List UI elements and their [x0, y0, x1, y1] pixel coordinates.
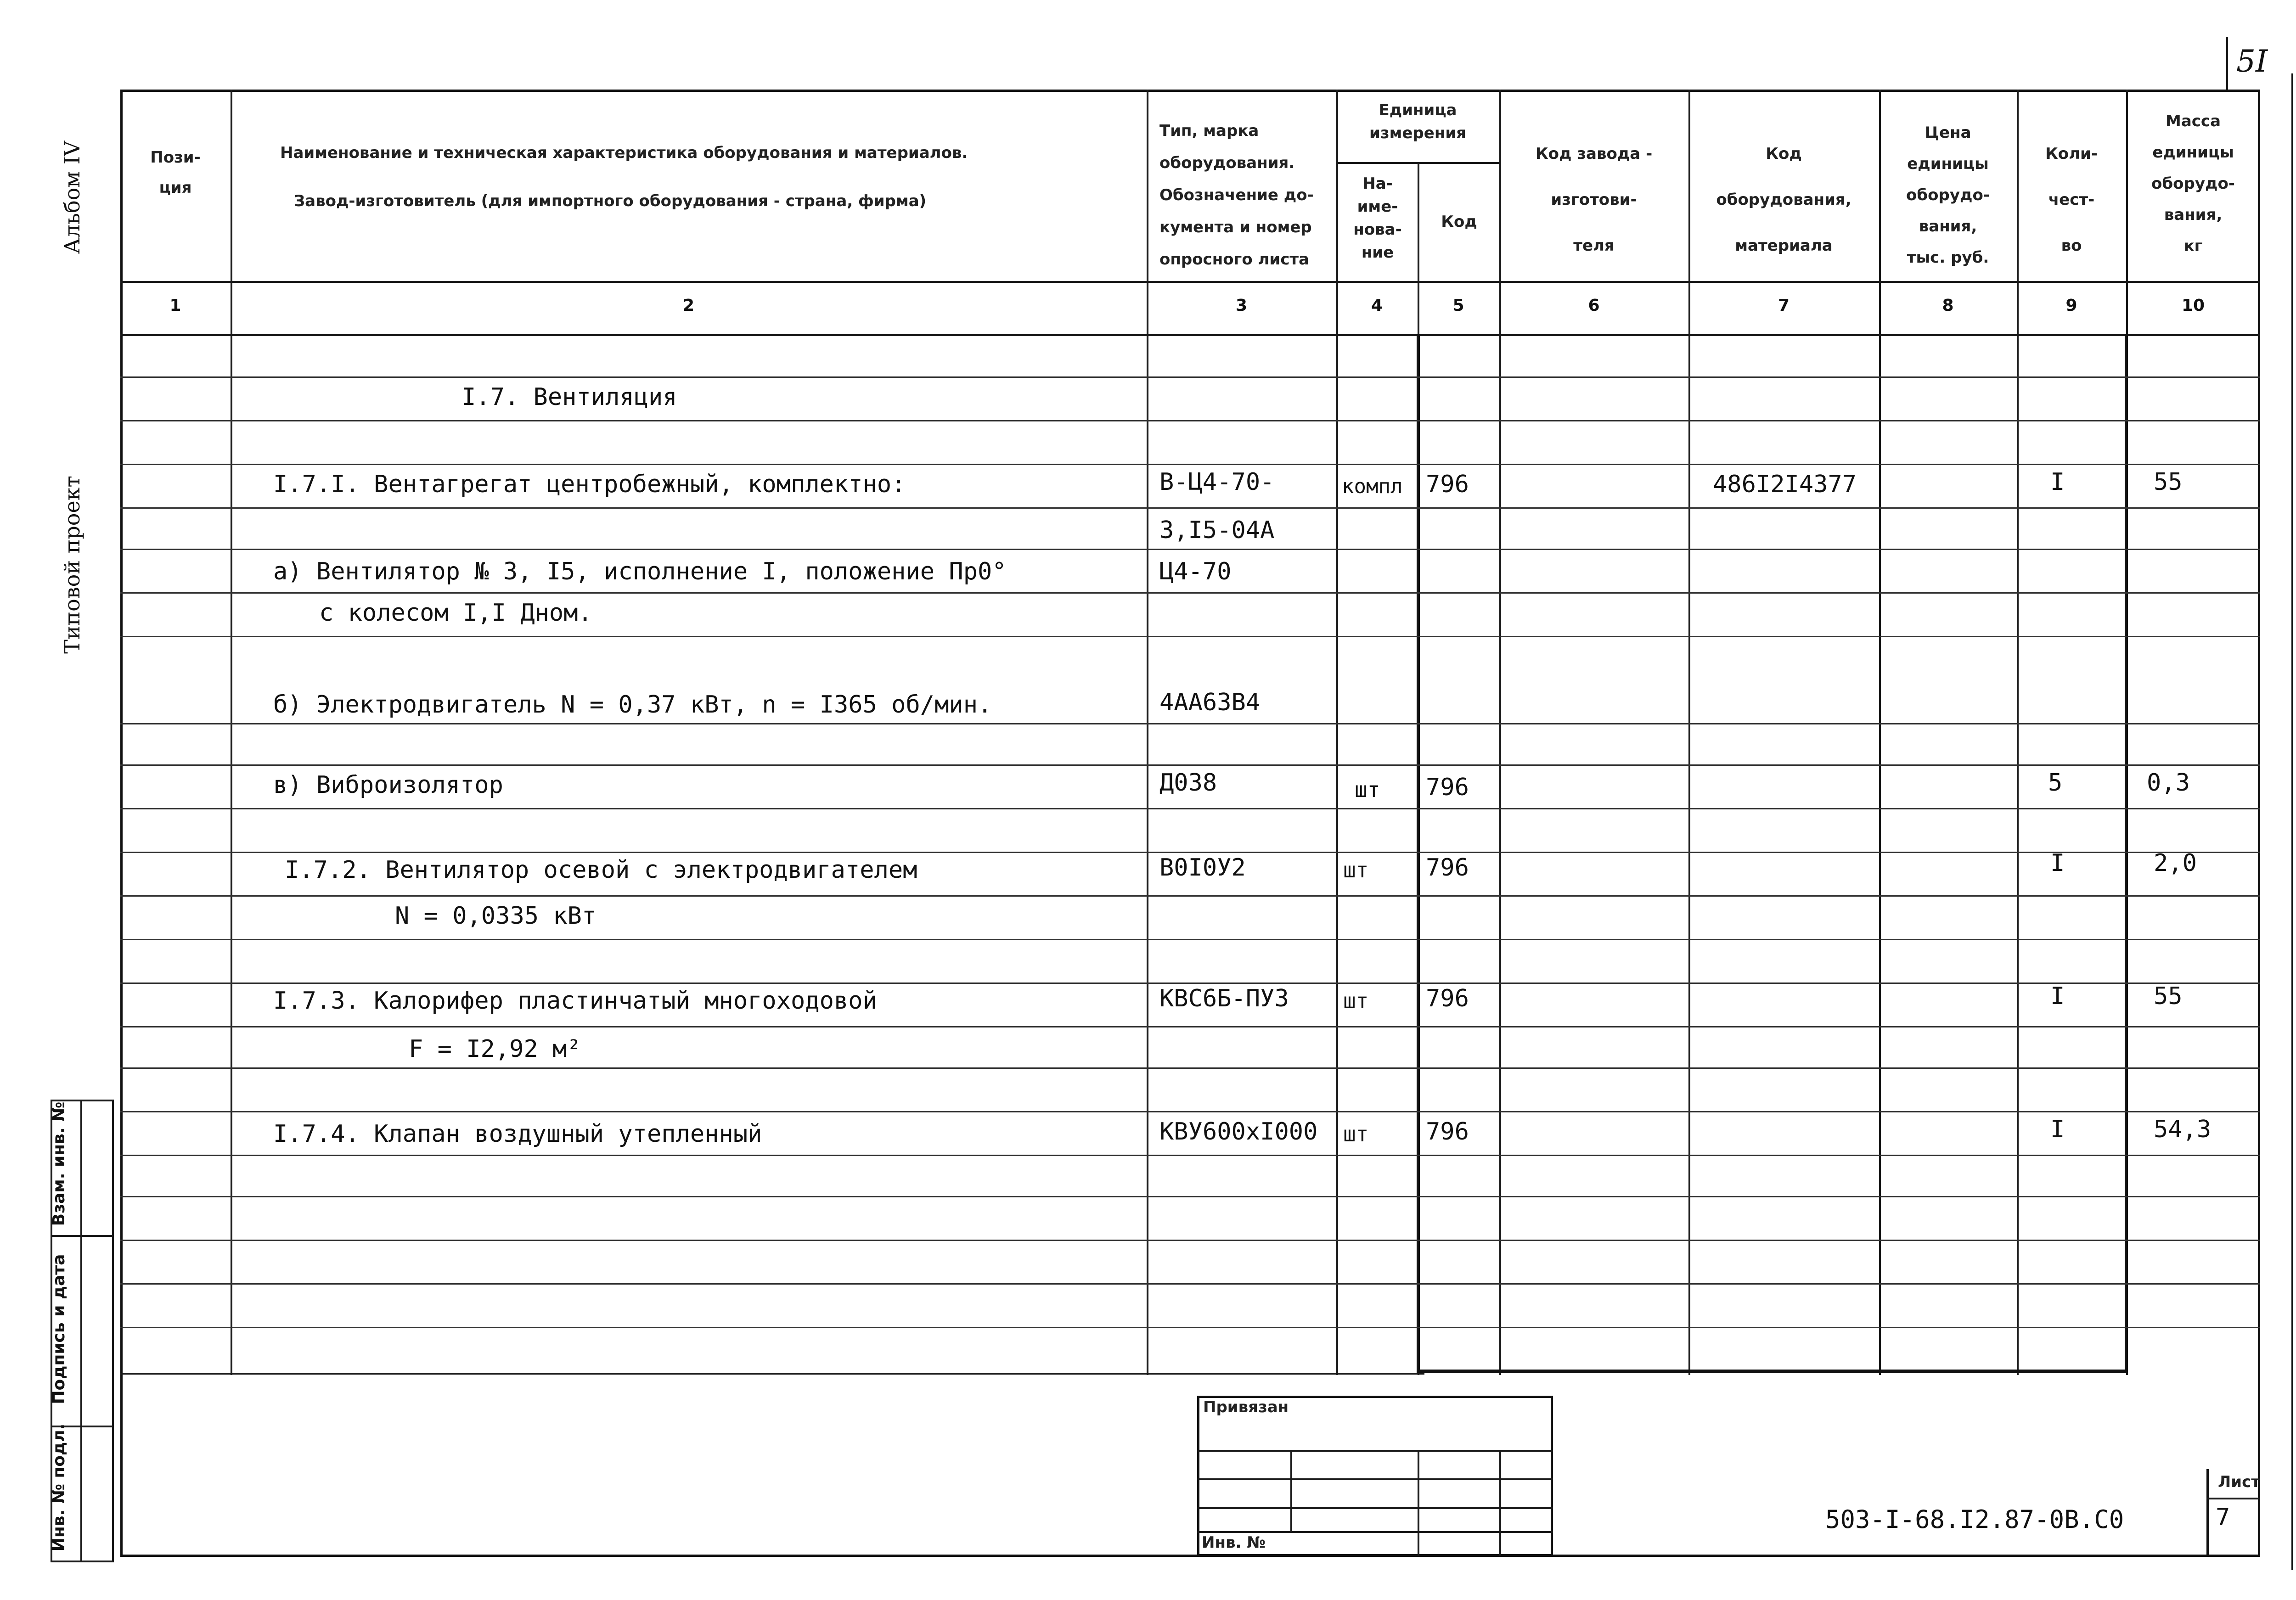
sheet-label: Лист — [2218, 1473, 2260, 1491]
stamp-signature-date: Подпись и дата — [50, 1254, 68, 1404]
row-line — [120, 507, 2260, 509]
row-unit: шт — [1343, 988, 1369, 1013]
colnum-5: 5 — [1452, 296, 1464, 315]
row-line — [120, 376, 2260, 378]
row-name: с колесом I,I Дном. — [319, 599, 592, 627]
row-line — [120, 723, 2260, 724]
left-stamp-divider — [80, 1100, 82, 1561]
colnum-1: 1 — [169, 296, 181, 315]
col-divider-7 — [1879, 90, 1881, 1375]
row-type: Ц4-70 — [1159, 558, 1232, 585]
colnum-7: 7 — [1778, 296, 1790, 315]
row-name: I.7.2. Вентилятор осевой с электродвигателем — [285, 856, 917, 884]
table-bottom-line — [120, 1373, 1424, 1375]
header-position: Пози- ция — [150, 148, 201, 197]
col-divider-1 — [231, 90, 232, 1375]
album-label: Альбом IV — [60, 140, 84, 254]
project-type-label: Типовой проект — [60, 476, 84, 654]
row-line — [120, 1240, 2260, 1241]
header-equip-code: Код оборудования, материала — [1716, 145, 1851, 255]
col-divider-2 — [1147, 90, 1148, 1375]
row-code: 796 — [1426, 1118, 1469, 1145]
row-type: КВУ600хI000 — [1159, 1118, 1318, 1145]
row-type: 3,I5-04А — [1159, 516, 1275, 544]
sheet-number: 7 — [2216, 1504, 2230, 1531]
row-line — [120, 636, 2260, 637]
row-qty: I — [2050, 849, 2065, 877]
header-price: Цена единицы оборудо- вания, тыс. руб. — [1906, 124, 1990, 267]
colnum-8: 8 — [1942, 296, 1954, 315]
row-code: 796 — [1426, 774, 1469, 801]
attached-label: Привязан — [1203, 1398, 1289, 1416]
section-title: I.7. Вентиляция — [461, 383, 677, 411]
header-name-line2: Завод-изготовитель (для импортного оборудования - страна, фирма) — [294, 192, 927, 210]
header-mass: Масса единицы оборудо- вания, кг — [2151, 112, 2235, 255]
inv-label: Инв. № — [1202, 1533, 1266, 1552]
bold-block-bottom — [1417, 1370, 2128, 1373]
col-divider-8 — [2017, 90, 2019, 1375]
right-edge-line — [2291, 73, 2293, 1570]
row-code: 796 — [1426, 985, 1469, 1012]
header-bottom-line — [120, 281, 2260, 283]
row-unit: шт — [1355, 777, 1380, 802]
header-unit-code: Код — [1441, 213, 1477, 231]
row-line — [120, 1067, 2260, 1069]
colnum-3: 3 — [1235, 296, 1248, 315]
row-qty: 5 — [2048, 769, 2063, 797]
row-unit: шт — [1343, 1122, 1369, 1146]
row-name: I.7.3. Калорифер пластинчатый многоходовой — [273, 987, 877, 1015]
colnum-4: 4 — [1371, 296, 1383, 315]
bold-block-right — [2125, 334, 2128, 1372]
header-unit-name: На- име- нова- ние — [1353, 174, 1402, 262]
colnum-10: 10 — [2181, 296, 2205, 315]
row-line — [120, 808, 2260, 809]
stamp-inv-orig: Инв. № подл. — [50, 1423, 68, 1552]
row-line — [120, 895, 2260, 897]
left-stamp-line — [51, 1235, 112, 1237]
document-code: 503-I-68.I2.87-0В.С0 — [1825, 1505, 2124, 1534]
row-name: F = I2,92 м² — [409, 1035, 581, 1063]
row-unit: компл — [1342, 475, 1403, 498]
row-type: Д038 — [1159, 769, 1217, 797]
row-line — [120, 852, 2260, 853]
row-mass: 0,3 — [2147, 769, 2190, 797]
header-type: Тип, марка оборудования. Обозначение до- кумента и номер опросного листа — [1159, 122, 1314, 269]
col-divider-6 — [1688, 90, 1690, 1375]
row-mass: 2,0 — [2154, 849, 2197, 877]
stamp-inv-replace: Взам. инв. № — [50, 1101, 68, 1226]
row-line — [120, 764, 2260, 766]
row-code: 796 — [1426, 471, 1469, 498]
col-divider-3 — [1336, 90, 1338, 1375]
row-mass: 55 — [2154, 468, 2183, 496]
header-unit-group: Единица измерения — [1369, 101, 1466, 142]
colnum-bottom-line — [120, 334, 2260, 336]
row-line — [120, 1196, 2260, 1197]
row-name: а) Вентилятор № 3, I5, исполнение I, положение Пр0° — [273, 558, 1007, 585]
row-line — [120, 1327, 2260, 1328]
header-name-line1: Наименование и техническая характеристика оборудования и материалов. — [280, 144, 968, 162]
row-qty: I — [2050, 1116, 2065, 1143]
colnum-9: 9 — [2065, 296, 2077, 315]
sheet-corner-number: 5I — [2236, 44, 2268, 79]
row-type: В-Ц4-70- — [1159, 468, 1275, 496]
col-divider-5 — [1499, 90, 1501, 1375]
row-line — [120, 592, 2260, 594]
row-line — [120, 464, 2260, 465]
stamp-divider — [1290, 1450, 1292, 1533]
colnum-2: 2 — [682, 296, 695, 315]
row-line — [120, 1026, 2260, 1027]
row-line — [120, 1155, 2260, 1156]
row-mass: 54,3 — [2154, 1116, 2212, 1143]
stamp-divider — [1499, 1450, 1501, 1556]
row-type: 4АА63В4 — [1159, 689, 1261, 716]
row-line — [120, 1111, 2260, 1112]
row-line — [120, 420, 2260, 421]
bold-block-left — [1417, 334, 1420, 1372]
row-mass: 55 — [2154, 982, 2183, 1010]
stamp-divider — [1418, 1450, 1419, 1556]
row-line — [120, 549, 2260, 550]
row-type: В0I0У2 — [1159, 854, 1246, 881]
row-qty: I — [2050, 468, 2065, 496]
row-name: б) Электродвигатель N = 0,37 кВт, n = I365 об/мин. — [273, 691, 992, 719]
row-name: I.7.4. Клапан воздушный утепленный — [273, 1120, 762, 1148]
row-type: КВС6Б-ПУ3 — [1159, 985, 1289, 1012]
row-line — [120, 939, 2260, 940]
row-line — [120, 982, 2260, 984]
row-name: I.7.I. Вентагрегат центробежный, комплектно: — [273, 471, 906, 498]
row-name: N = 0,0335 кВт — [395, 902, 597, 930]
row-line — [120, 1283, 2260, 1285]
row-qty: I — [2050, 982, 2065, 1010]
row-equip-code: 486I2I4377 — [1713, 471, 1857, 498]
row-name: в) Виброизолятор — [273, 771, 503, 799]
colnum-6: 6 — [1588, 296, 1600, 315]
sheet-box-line — [2206, 1498, 2260, 1499]
corner-divider — [2226, 37, 2228, 92]
row-code: 796 — [1426, 854, 1469, 881]
header-quantity: Коли- чест- во — [2045, 145, 2098, 255]
header-factory-code: Код завода - изготови- теля — [1535, 145, 1653, 255]
row-unit: шт — [1343, 858, 1369, 882]
